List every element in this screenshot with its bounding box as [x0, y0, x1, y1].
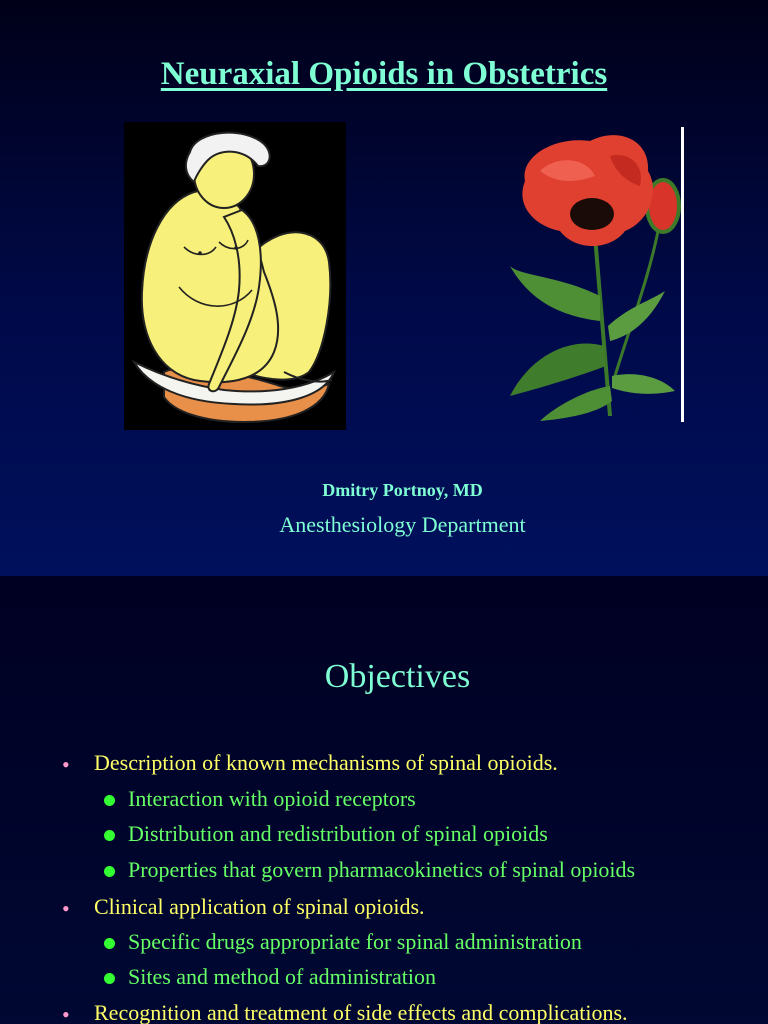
author-name: Dmitry Portnoy, MD: [322, 480, 483, 500]
bullet-dot-icon: •: [62, 1002, 70, 1024]
green-bullet-icon: [104, 938, 115, 949]
green-bullet-icon: [104, 866, 115, 877]
green-bullet-icon: [104, 973, 115, 984]
green-bullet-icon: [104, 795, 115, 806]
slide-title: Neuraxial Opioids in Obstetrics: [160, 56, 608, 92]
objectives-title: Objectives: [324, 658, 471, 695]
vertical-divider-line: [681, 127, 684, 422]
objectives-slide: Objectives • Description of known mechanisms of spinal opioids. Interaction with opioid receptors Distribution and redistribution of spinal opioids Properties that govern pharmacokinetics of spinal opioids • Clinical application of spinal opioids. Specific drugs appropriate for spinal administration Sites and method of administration • Recognition and treatment of side effects and complications.: [0, 576, 768, 1024]
bullet-dot-icon: •: [62, 896, 70, 921]
green-bullet-icon: [104, 830, 115, 841]
poppy-illustration: [500, 126, 690, 426]
department-name: Anesthesiology Department: [279, 512, 526, 537]
bullet-dot-icon: •: [62, 752, 70, 777]
seated-woman-illustration: [124, 122, 346, 430]
